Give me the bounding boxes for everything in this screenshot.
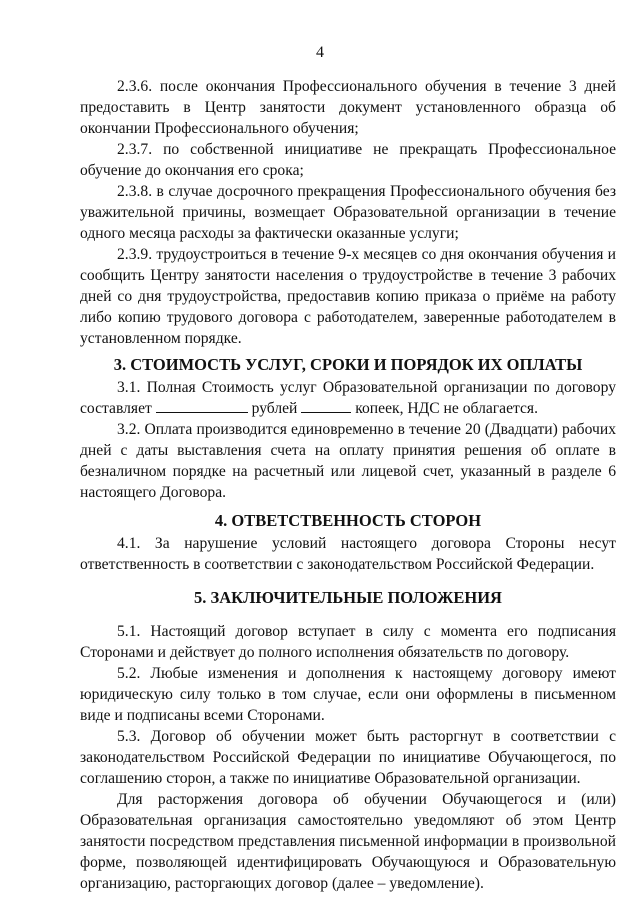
page-number: 4 bbox=[316, 44, 324, 61]
clause-4-1: 4.1. За нарушение условий настоящего договора Стороны несут ответственность в соответствии с законодательством Российской Федерации. bbox=[80, 535, 616, 573]
clause-5-3: 5.3. Договор об обучении может быть расторгнут в соответствии с законодательством Российской Федерации по инициативе Обучающегося, по соглашению сторон, а также по инициативе Образовательной организации. bbox=[80, 728, 616, 787]
amount-kopecks-blank[interactable] bbox=[301, 399, 351, 413]
amount-rubles-blank[interactable] bbox=[156, 399, 248, 413]
clause-3-1-text-c: копеек, НДС не облагается. bbox=[355, 400, 539, 417]
clause-2-3-8: 2.3.8. в случае досрочного прекращения Профессионального обучения без уважительной причины, возмещает Образовательной организации в течение одного месяца расходы за фактически оказанные услуги; bbox=[80, 183, 616, 242]
clause-3-1-text-a: 3.1. Полная Стоимость услуг Образовательной организации по договору составляет bbox=[80, 379, 616, 417]
clause-5-2: 5.2. Любые изменения и дополнения к настоящему договору имеют юридическую силу только в том случае, если они оформлены в письменном виде и подписаны всеми Сторонами. bbox=[80, 665, 616, 724]
clause-2-3-9: 2.3.9. трудоустроиться в течение 9-х месяцев со дня окончания обучения и сообщить Центру занятости населения о трудоустройстве в течение 3 рабочих дней со дня трудоустройства, предоставив копию приказа о приёме на работу либо копию трудового договора с работодателем, заверенные работодателем в установленном порядке. bbox=[80, 246, 616, 347]
clause-5-1: 5.1. Настоящий договор вступает в силу с момента его подписания Сторонами и действует до полного исполнения обязательств по договору. bbox=[80, 623, 616, 661]
clause-2-3-7: 2.3.7. по собственной инициативе не прекращать Профессиональное обучение до окончания его срока; bbox=[80, 141, 616, 179]
clause-5-3-termination: Для расторжения договора об обучении Обучающегося и (или) Образовательная организация самостоятельно уведомляют об этом Центр занятости посредством представления письменной информации в произвольной форме, позволяющей идентифицировать Обучающуюся и Образовательную организацию, расторгающих договор (далее – уведомление). bbox=[80, 791, 616, 892]
section-4-heading: 4. ОТВЕТСТВЕННОСТЬ СТОРОН bbox=[214, 511, 482, 530]
section-3-heading: 3. СТОИМОСТЬ УСЛУГ, СРОКИ И ПОРЯДОК ИХ ОПЛАТЫ bbox=[113, 355, 583, 374]
document-body bbox=[80, 76, 616, 894]
clause-3-2: 3.2. Оплата производится единовременно в течение 20 (Двадцати) рабочих дней с даты выставления счета на оплату принятия решения об оплате в безналичном порядке на расчетный или лицевой счет, указанный в разделе 6 настоящего Договора. bbox=[80, 421, 616, 501]
clause-3-1-text-b: рублей bbox=[251, 400, 298, 417]
clause-3-1 bbox=[80, 377, 616, 419]
section-5-heading: 5. ЗАКЛЮЧИТЕЛЬНЫЕ ПОЛОЖЕНИЯ bbox=[194, 588, 502, 607]
clause-2-3-6: 2.3.6. после окончания Профессионального обучения в течение 3 дней предоставить в Центр занятости документ установленного образца об окончании Профессионального обучения; bbox=[80, 78, 616, 137]
